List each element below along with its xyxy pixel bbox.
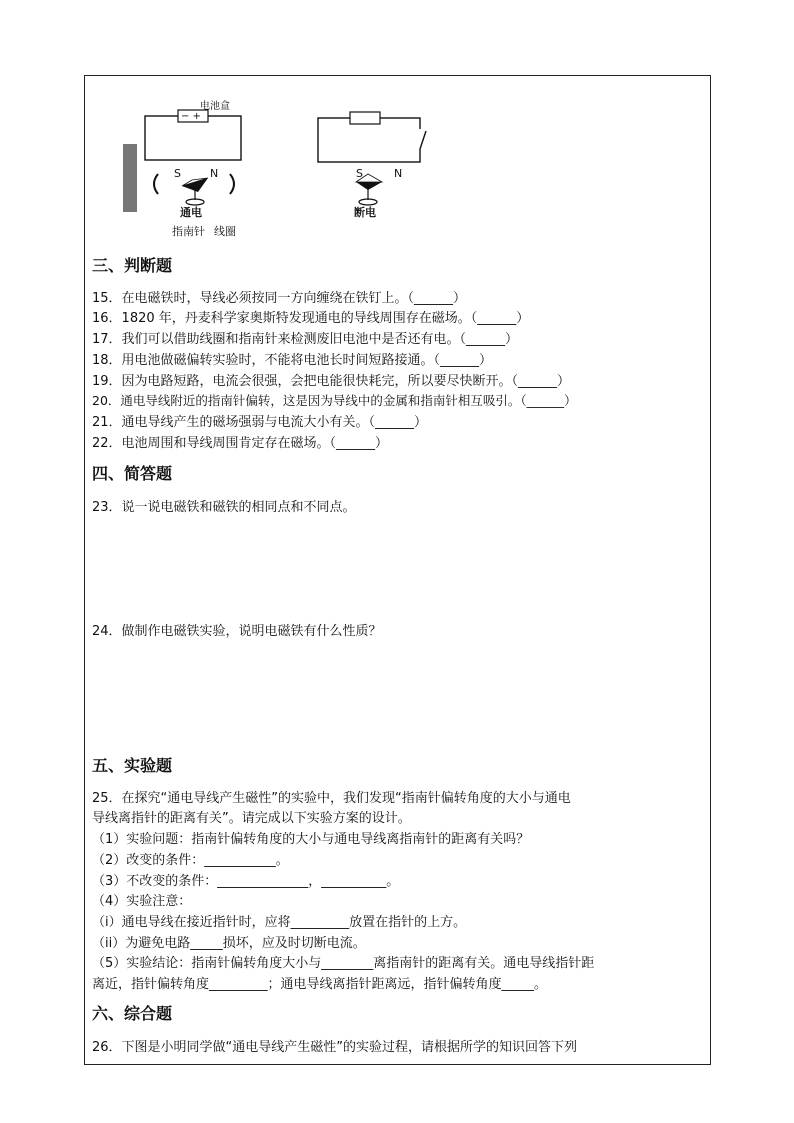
- battery-terminals: − +: [181, 111, 201, 122]
- question-24: 24．做制作电磁铁实验，说明电磁铁有什么性质？: [92, 624, 382, 639]
- right-arrow-icon: [230, 174, 234, 194]
- q25-line-8: （ii）为避免电路_____损坏，应及时切断电流。: [92, 936, 366, 951]
- caption-on: 通电: [180, 206, 202, 219]
- question-23: 23．说一说电磁铁和磁铁的相同点和不同点。: [92, 500, 356, 515]
- question-18: 18．用电池做磁偏转实验时，不能将电池长时间短路接通。（______）: [92, 353, 493, 368]
- caption-off: 断电: [354, 206, 376, 219]
- battery-box-label: 电池盒: [200, 101, 230, 112]
- right-battery: [350, 112, 380, 124]
- q25-line-1: 25．在探究“通电导线产生磁性”的实验中，我们发现“指南针偏转角度的大小与通电: [92, 791, 571, 806]
- section-5-title: 五、实验题: [92, 756, 173, 775]
- left-S-label: S: [174, 167, 181, 180]
- caption-coil: 线圈: [214, 225, 236, 238]
- left-arrow-icon: [154, 174, 158, 194]
- q25-line-4: （2）改变的条件：___________。: [92, 853, 289, 868]
- question-20: 20．通电导线附近的指南针偏转，这是因为导线中的金属和指南针相互吸引。（______）: [92, 393, 577, 408]
- q25-line-7: （i）通电导线在接近指针时，应将_________放置在指针的上方。: [92, 915, 467, 930]
- question-21: 21．通电导线产生的磁场强弱与电流大小有关。（______）: [92, 415, 428, 430]
- question-15: 15．在电磁铁时，导线必须按同一方向缠绕在铁钉上。（______）: [92, 291, 467, 306]
- circuit-diagram: [120, 96, 440, 238]
- photo-fragment: [123, 144, 137, 212]
- right-S-label: S: [356, 167, 363, 180]
- q25-line-3: （1）实验问题：指南针偏转角度的大小与通电导线离指南针的距离有关吗？: [92, 832, 530, 847]
- right-N-label: N: [394, 167, 403, 180]
- q25-line-10: 离近，指针偏转角度_________；通电导线离指针距离远，指针偏转角度_____。: [92, 977, 548, 992]
- left-compass-icon: [182, 178, 208, 205]
- question-16: 16．1820 年，丹麦科学家奥斯特发现通电的导线周围存在磁场。（______）: [92, 311, 530, 326]
- section-3-title: 三、判断题: [92, 256, 173, 275]
- section-4-title: 四、简答题: [92, 464, 173, 483]
- q25-line-2: 导线离指针的距离有关”。请完成以下实验方案的设计。: [92, 811, 411, 826]
- left-N-label: N: [210, 167, 219, 180]
- question-22: 22．电池周围和导线周围肯定存在磁场。（______）: [92, 436, 389, 451]
- question-26: 26．下图是小明同学做“通电导线产生磁性”的实验过程，请根据所学的知识回答下列: [92, 1040, 578, 1055]
- question-17: 17．我们可以借助线圈和指南针来检测废旧电池中是否还有电。（______）: [92, 332, 519, 347]
- q25-line-6: （4）实验注意：: [92, 894, 192, 909]
- section-6-title: 六、综合题: [92, 1004, 173, 1023]
- caption-compass: 指南针: [172, 225, 205, 238]
- q25-line-5: （3）不改变的条件：______________，__________。: [92, 874, 400, 889]
- q25-line-9: （5）实验结论：指南针偏转角度大小与________离指南针的距离有关。通电导线指针距: [92, 956, 595, 971]
- question-19: 19．因为电路短路，电流会很强，会把电能很快耗完，所以要尽快断开。（______）: [92, 374, 571, 389]
